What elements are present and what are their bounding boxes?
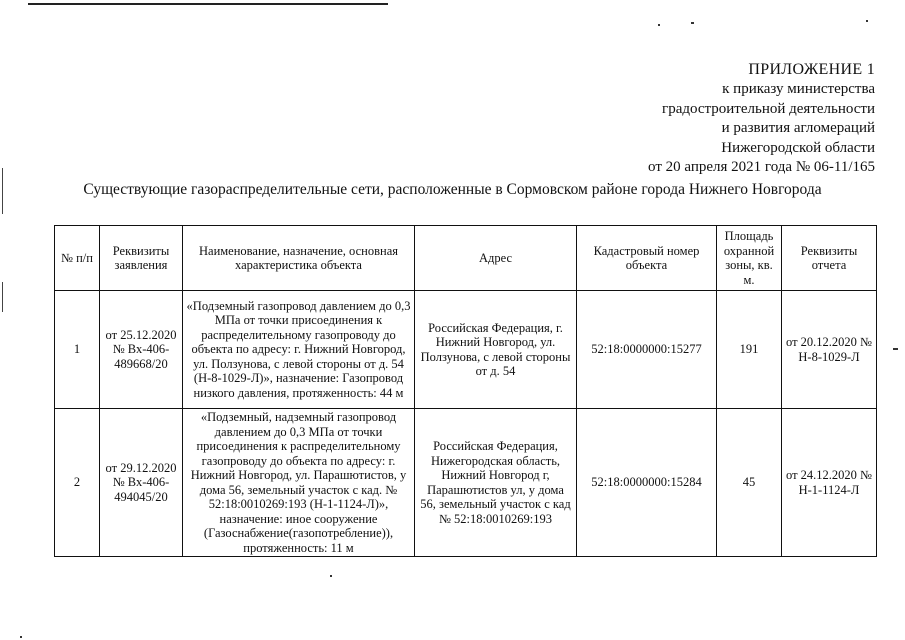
cell-report: от 24.12.2020 № Н-1-1124-Л xyxy=(782,409,877,557)
header-address: Адрес xyxy=(415,226,577,291)
header-cadastral: Кадастровый номер объекта xyxy=(577,226,717,291)
header-area: Площадь охранной зоны, кв. м. xyxy=(717,226,782,291)
table-row xyxy=(55,409,877,557)
header-report: Реквизиты отчета xyxy=(782,226,877,291)
appendix-line: к приказу министерства xyxy=(722,81,875,97)
scan-artifact-mark xyxy=(658,24,660,26)
cell-request: от 25.12.2020 № Вх-406-489668/20 xyxy=(100,291,183,409)
table-row xyxy=(55,291,877,409)
scan-artifact-mark xyxy=(691,22,694,24)
cell-address: Российская Федерация, г. Нижний Новгород, ул. Ползунова, с левой стороны от д. 54 xyxy=(415,291,577,409)
appendix-line: от 20 апреля 2021 года № 06-11/165 xyxy=(648,159,875,175)
appendix-line: Нижегородской области xyxy=(721,139,875,156)
scan-artifact-mark xyxy=(866,20,868,22)
cell-request: от 29.12.2020 № Вх-406-494045/20 xyxy=(100,409,183,557)
header-request: Реквизиты заявления xyxy=(100,226,183,291)
table-header-row xyxy=(55,226,877,291)
cell-name: «Подземный газопровод давлением до 0,3 МПа от точки присоединения к распределительному газопроводу до объекта по адресу: г. Нижний Новгород, ул. Ползунова, с левой стороны от д. 54 (Н-8-1029-Л)», назначение: Газопровод низкого давления, протяженность: 44 м xyxy=(183,291,415,409)
scan-left-margin-line xyxy=(2,282,3,312)
cell-cadastral: 52:18:0000000:15277 xyxy=(577,291,717,409)
document-title: Существующие газораспределительные сети, расположенные в Сормовском районе города Нижнего Новгорода xyxy=(83,181,822,198)
appendix-header xyxy=(648,60,875,178)
cell-cadastral: 52:18:0000000:15284 xyxy=(577,409,717,557)
scan-artifact-mark xyxy=(330,575,332,577)
cell-report: от 20.12.2020 № Н-8-1029-Л xyxy=(782,291,877,409)
cell-name: «Подземный, надземный газопровод давлением до 0,3 МПа от точки присоединения к распределительному газопроводу до объекта по адресу: г. Нижний Новгород, ул. Парашютистов, у дома 56, земельный участок с кад. № 52:18:0010269:193 (Н-1-1124-Л)», назначение: иное сооружение (Газоснабжение(газопотребление)), протяженность: 11 м xyxy=(183,409,415,557)
scan-top-border xyxy=(28,3,388,5)
cell-area: 45 xyxy=(717,409,782,557)
appendix-heading: ПРИЛОЖЕНИЕ 1 xyxy=(748,61,875,78)
appendix-line: градостроительной деятельности xyxy=(662,100,875,117)
gas-network-table xyxy=(54,225,877,557)
header-num: № п/п xyxy=(55,226,100,291)
header-name: Наименование, назначение, основная характеристика объекта xyxy=(183,226,415,291)
appendix-line: и развития агломераций xyxy=(721,120,875,136)
cell-num: 2 xyxy=(55,409,100,557)
scan-artifact-mark xyxy=(893,348,898,350)
cell-num: 1 xyxy=(55,291,100,409)
scan-artifact-mark xyxy=(20,636,22,638)
cell-area: 191 xyxy=(717,291,782,409)
cell-address: Российская Федерация, Нижегородская область, Нижний Новгород г, Парашютистов ул, у дома 56, земельный участок с кад № 52:18:0010269:193 xyxy=(415,409,577,557)
